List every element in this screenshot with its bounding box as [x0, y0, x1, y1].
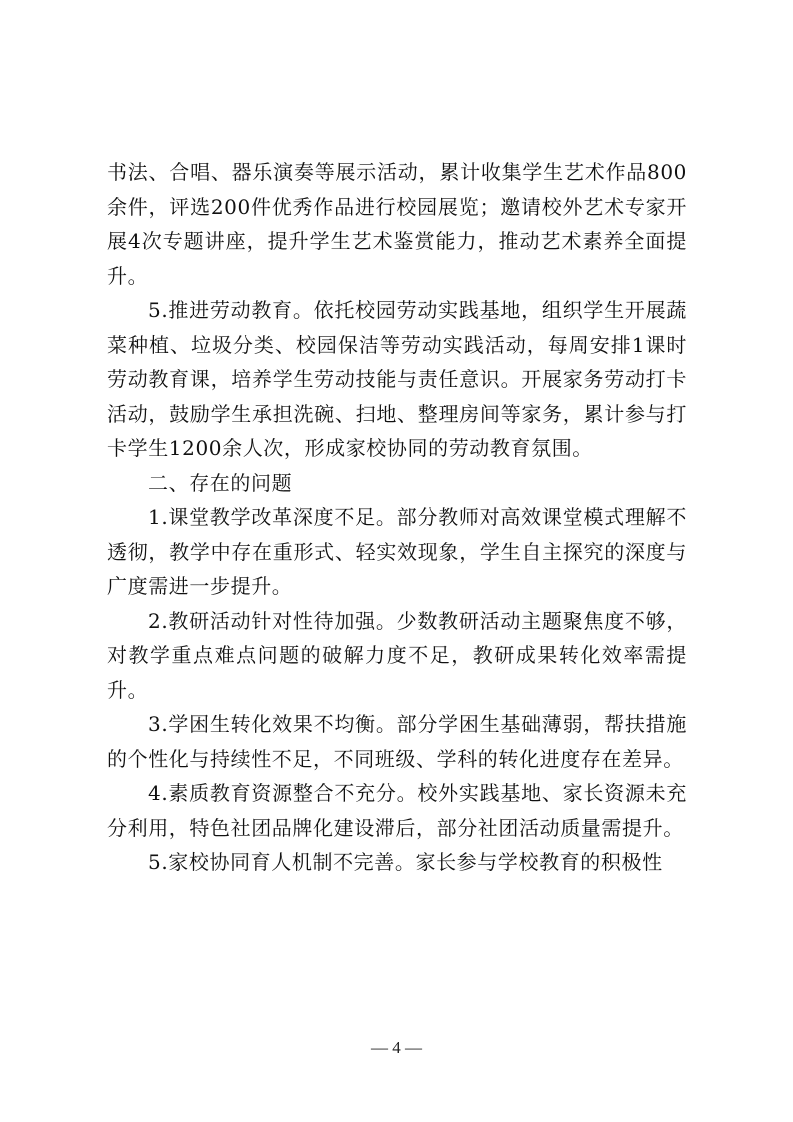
problem-item-1: 1.课堂教学改革深度不足。部分教师对高效课堂模式理解不透彻，教学中存在重形式、轻实效现象，学生自主探究的深度与广度需进一步提升。 [107, 505, 687, 598]
document-body [107, 155, 687, 880]
section-heading-problems: 二、存在的问题 [148, 470, 293, 495]
page-number: — 4 — [371, 1038, 422, 1057]
problem-item-2: 2.教研活动针对性待加强。少数教研活动主题聚焦度不够，对教学重点难点问题的破解力度不足，教研成果转化效率需提升。 [107, 608, 687, 702]
paragraph-arts-continued: 书法、合唱、器乐演奏等展示活动，累计收集学生艺术作品800余件，评选200件优秀作品进行校园展览；邀请校外艺术专家开展4次专题讲座，提升学生艺术鉴赏能力，推动艺术素养全面提升。 [107, 160, 687, 288]
problem-item-4: 4.素质教育资源整合不充分。校外实践基地、家长资源未充分利用，特色社团品牌化建设滞后，部分社团活动质量需提升。 [107, 781, 687, 840]
paragraph-labor-education: 5.推进劳动教育。依托校园劳动实践基地，组织学生开展蔬菜种植、垃圾分类、校园保洁等劳动实践活动，每周安排1课时劳动教育课，培养学生劳动技能与责任意识。开展家务劳动打卡活动，鼓励学生承担洗碗、扫地、整理房间等家务，累计参与打卡学生1200余人次，形成家校协同的劳动教育氛围。 [107, 298, 687, 460]
problem-item-5: 5.家校协同育人机制不完善。家长参与学校教育的积极性 [148, 850, 663, 874]
problem-item-3: 3.学困生转化效果不均衡。部分学困生基础薄弱，帮扶措施的个性化与持续性不足，不同班级、学科的转化进度存在差异。 [107, 712, 687, 771]
